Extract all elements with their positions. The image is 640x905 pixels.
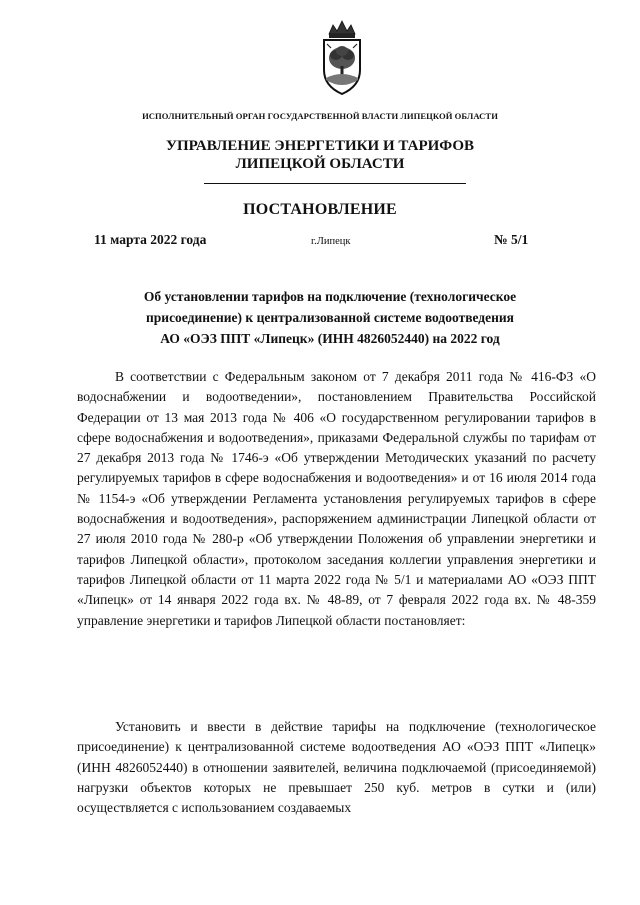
document-date: 11 марта 2022 года (94, 232, 207, 247)
subject-line-2: присоединение) к централизованной системе водоотведения (146, 310, 514, 325)
document-number: № 5/1 (494, 232, 529, 247)
department-name-line2: ЛИПЕЦКОЙ ОБЛАСТИ (235, 156, 405, 172)
department-name-line1: УПРАВЛЕНИЕ ЭНЕРГЕТИКИ И ТАРИФОВ (165, 138, 475, 154)
document-title: ПОСТАНОВЛЕНИЕ (243, 201, 397, 218)
document-city: г.Липецк (311, 236, 351, 247)
organization-name: ИСПОЛНИТЕЛЬНЫЙ ОРГАН ГОСУДАРСТВЕННОЙ ВЛАСТИ ЛИПЕЦКОЙ ОБЛАСТИ (142, 111, 498, 121)
coat-of-arms-icon (318, 18, 366, 98)
header-divider (204, 183, 466, 184)
subject-line-1: Об установлении тарифов на подключение (технологическое (143, 289, 517, 304)
resolution-paragraph: Установить и ввести в действие тарифы на подключение (технологическое присоединение) к централизованной системе водоотведения АО «ОЭЗ ППТ «Липецк» (ИНН 4826052440) в отношении заявителей, величина подключаемой (присоединяемой) нагрузки объектов которых не превышает 250 куб. метров в сутки и (или) осуществляется с использованием создаваемых (77, 719, 596, 816)
subject-line-3: АО «ОЭЗ ППТ «Липецк» (ИНН 4826052440) на 2022 год (160, 331, 500, 346)
preamble-paragraph: В соответствии с Федеральным законом от 7 декабря 2011 года № 416-ФЗ «О водоснабжении и водоотведении», постановлением Правительства Российской Федерации от 13 мая 2013 года № 406 «О государственном регулировании тарифов в сфере водоснабжения и водоотведения», приказами Федеральной службы по тарифам от 27 декабря 2013 года № 1746-э «Об утверждении Методических указаний по расчету регулируемых тарифов в сфере водоснабжения и водоотведения» и от 16 июля 2014 года № 1154-э «Об утверждении Регламента установления регулируемых тарифов в сфере водоснабжения и водоотведения», распоряжением администрации Липецкой области от 27 июля 2010 года № 280-р «Об утверждении Положения об управлении энергетики и тарифов Липецкой области», протоколом заседания коллегии управления энергетики и тарифов Липецкой области от 11 марта 2022 года № 5/1 и материалами АО «ОЭЗ ППТ «Липецк» от 14 января 2022 года вх. № 48-89, от 7 февраля 2022 года вх. № 48-359 управление энергетики и тарифов Липецкой области постановляет: (77, 369, 596, 628)
